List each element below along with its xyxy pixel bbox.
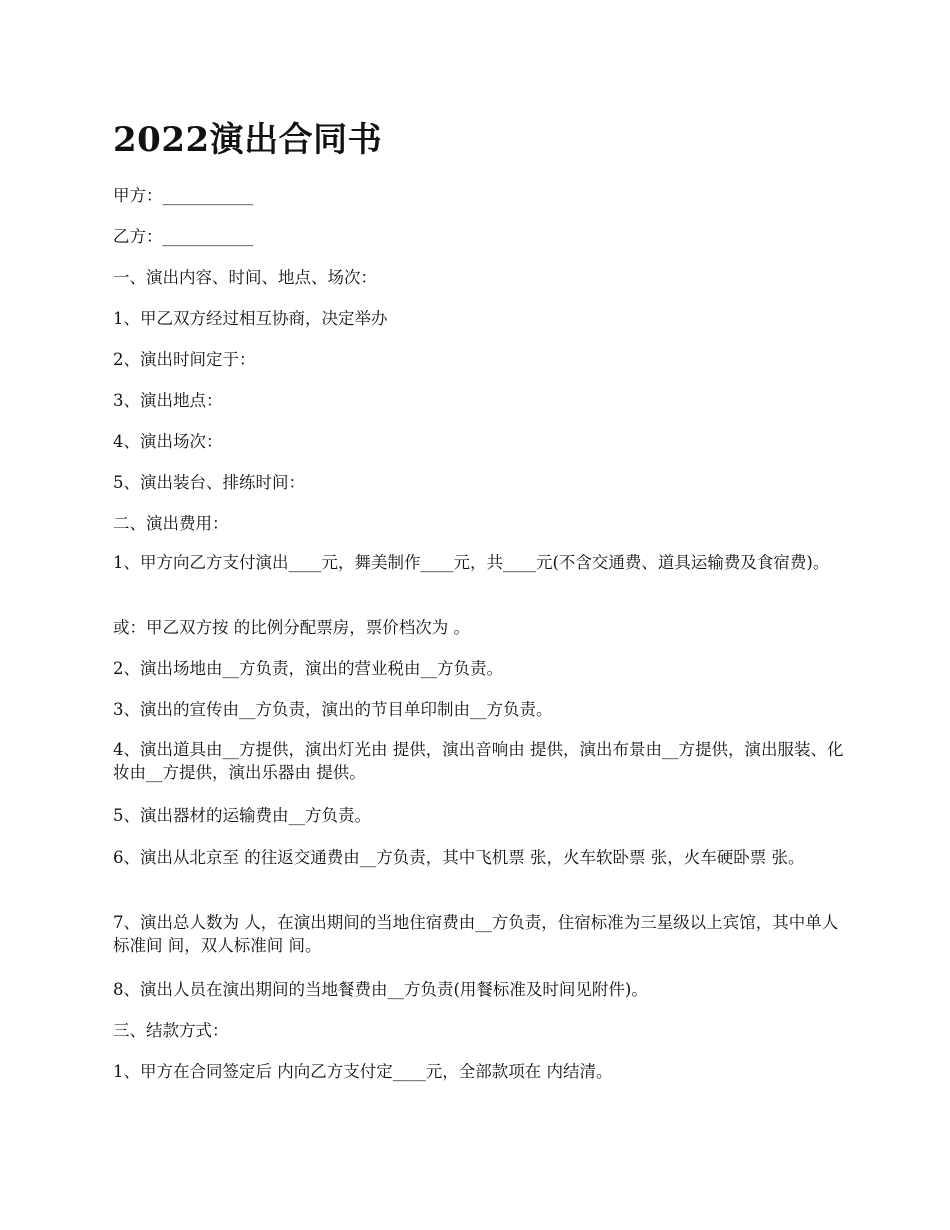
clause-1-1: 1、甲乙双方经过相互协商，决定举办 bbox=[113, 309, 388, 328]
clause-2-6: 6、演出从北京至 的往返交通费由__方负责，其中飞机票 张，火车软卧票 张，火车硬卧票 张。 bbox=[113, 848, 805, 867]
clause-3-1: 1、甲方在合同签定后 内向乙方支付定____元，全部款项在 内结清。 bbox=[113, 1062, 613, 1081]
clause-1-4: 4、演出场次： bbox=[113, 432, 223, 451]
clause-2-3: 3、演出的宣传由__方负责，演出的节目单印制由__方负责。 bbox=[113, 700, 553, 719]
clause-2-1: 1、甲方向乙方支付演出____元，舞美制作____元，共____元(不含交通费、道具运输费及食宿费)。 bbox=[113, 553, 830, 572]
clause-2-alt: 或：甲乙双方按 的比例分配票房，票价档次为 。 bbox=[113, 618, 470, 637]
clause-2-8: 8、演出人员在演出期间的当地餐费由__方负责(用餐标准及时间见附件)。 bbox=[113, 980, 648, 999]
clause-2-2: 2、演出场地由__方负责，演出的营业税由__方负责。 bbox=[113, 659, 503, 678]
party-a-line: 甲方：___________ bbox=[113, 186, 254, 205]
clause-2-4: 4、演出道具由__方提供，演出灯光由 提供，演出音响由 提供，演出布景由__方提供，演出服装、化妆由__方提供，演出乐器由 提供。 bbox=[113, 740, 844, 782]
section-heading-content: 一、演出内容、时间、地点、场次： bbox=[113, 268, 377, 287]
clause-2-5: 5、演出器材的运输费由__方负责。 bbox=[113, 806, 371, 825]
clause-1-5: 5、演出装台、排练时间： bbox=[113, 473, 305, 492]
clause-1-3: 3、演出地点： bbox=[113, 391, 223, 410]
clause-1-2: 2、演出时间定于： bbox=[113, 350, 256, 369]
section-heading-payment: 三、结款方式： bbox=[113, 1021, 229, 1040]
section-heading-fees: 二、演出费用： bbox=[113, 514, 229, 533]
document-title: 2022演出合同书 bbox=[113, 120, 383, 160]
clause-2-7: 7、演出总人数为 人，在演出期间的当地住宿费由__方负责，住宿标准为三星级以上宾馆，其中单人标准间 间，双人标准间 间。 bbox=[113, 913, 839, 955]
party-b-line: 乙方：___________ bbox=[113, 227, 254, 246]
